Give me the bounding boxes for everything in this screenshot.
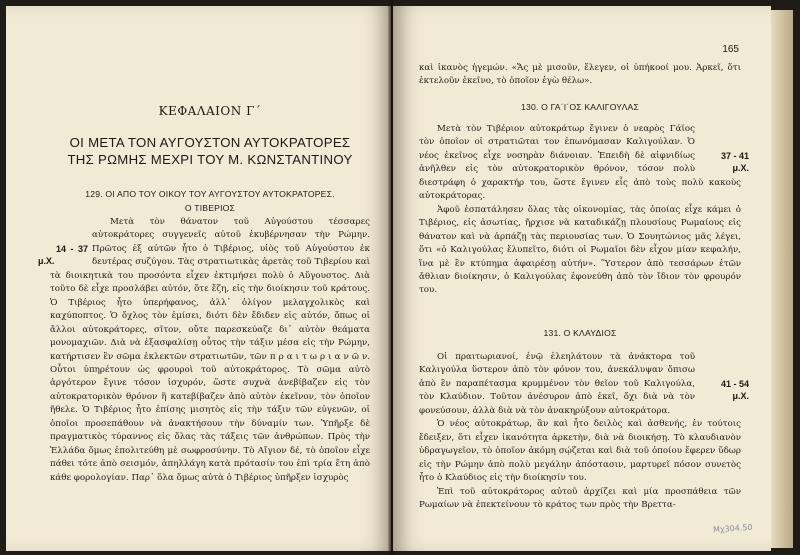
carryover-paragraph: καὶ ἱκανὸς ἡγεμών. «Ἄς μὲ μισοῦν, ἔλεγεν, οἱ ὑπήκοοί μου. Ἀρκεῖ, ὅτι ἐκτελοῦν ἐκεῖνο, τὸ ὁποῖον ἐγὼ θέλω».	[419, 63, 741, 87]
section-129-heading	[50, 189, 370, 213]
page-number: 165	[722, 44, 739, 55]
section-130-paragraph-2: Ἀφοῦ ἐσπατάλησεν ὅλας τὰς οἰκονομίας, τὰς ὁποίας εἶχε κάμει ὁ Τιβέριος, εἰς ἀσωτίας, ἤρχισε νὰ καταδικάζῃ πλουσίους Ρωμαίους εἰς θάνατον καὶ νὰ ἁρπάζῃ τὰς περιουσίας των. Ὁ Σουητώνιος μᾶς λέγει, ὅτι «ὁ Καλιγούλας ἔλυπεῖτο, διότι οἱ Ρωμαῖοι δὲν εἶχον μίαν κεφαλήν, ἵνα μὲ ἓν κτύπημα ἀφαιρέσῃ αὐτήν». Ὕστερον ἀπὸ τεσσάρων ἐτῶν ἄθλιαν διοίκησιν, ὁ Καλιγούλας ἐφονεύθη ἀπὸ τὸν ἴδιον τὸν φρουρόν του.	[419, 204, 741, 296]
library-stamp: Μχ304.50	[713, 522, 754, 535]
section-129-text: Μετὰ τὸν θάνατον τοῦ Αὐγούστου τέσσαρες αὐτοκράτορες συγγενεῖς αὐτοῦ ἐκυβέρνησαν τὴν Ρώμην. Πρῶτος ἐξ αὐτῶν ἦτο ὁ Τιβέριος, υἱὸς τοῦ Αὐγούστου ἐκ δευτέρας συζύγου. Τὰς στρατιωτικὰς ἀρετὰς τοῦ Τιβερίου καὶ τὰ διοικητικὰ του προσόντα εἶχεν ἐκτιμήσει πολὺ ὁ Αὔγουστος. Διὰ τοῦτο δὲ εἶχε προσλάβει αὐτόν, ὅτε ἔζη, εἰς τὴν διοίκησιν τοῦ κράτους. Ὁ Τιβέριος ἦτο ὑπερήφανος, ἀλλ᾿ ὀλίγον μελαγχολικὸς καὶ καχύποπτος. Ὁ ὄχλος τὸν ἐμίσει, διότι δὲν ἔδιδεν εἰς αὐτόν, ὅπως οἱ ἄλλοι αὐτοκράτορες, σῖτον, οὔτε παρεσκεύαζε δι᾿ αὐτὸν θεάματα μονομαχιῶν. Διὰ νὰ ἐξασφαλίσῃ οὗτος τὴν τάξιν μέσα εἰς τὴν Ρώμην, κατήρτισεν ἓν σῶμα ἐκλεκτῶν στρατιωτῶν, τῶν π ρ α ι τ ω ρ ι α ν ῶ ν. Οὗτοι ὑπηρέτουν ὡς φρουροὶ τοῦ αὐτοκράτορος. Τὸ σῶμα αὐτὸ ἀργότερον ἔγινε τόσον ἰσχυρόν, ὥστε συχνὰ ἀνεβίβαζεν εἰς τὸν αὐτοκρατορικὸν θρόνον ἢ κατεβίβαζεν ἀπὸ αὐτὸν ἐκεῖνον, τὸν ὁποῖον ἤθελε. Ὁ Τιβέριος ἦτο ἐπίσης μισητὸς εἰς τὴν τάξιν τῶν εὐγενῶν, οἱ ὁποῖοι προσεπάθουν νὰ ἀνακτήσουν τὴν δύναμίν των. Ὑπῆρξε δὲ πραγματικὸς τύραννος εἰς ὅλας τὰς τάξεις τῶν ἀνθρώπων. Πρὸς τὴν Ἑλλάδα ὅμως ἐπολιτεύθη μὲ σωφροσύνην. Τὸ Αἴγιον δέ, τὸ ὁποῖον εἶχε πάθει τότε ἀπὸ σεισμόν, ἀπηλλάγη κατὰ πρότασίν του ἐπὶ τρία ἔτη ἀπὸ κάθε φορολογίαν. Παρ᾿ ὅλα ὅμως αὐτὰ ὁ Τιβέριος ὑπῆρξεν ἰσχυρὸς	[50, 217, 370, 483]
chapter-title-line-1: ΟΙ ΜΕΤΑ ΤΟΝ ΑΥΓΟΥΣΤΟΝ ΑΥΤΟΚΡΑΤΟΡΕΣ	[69, 135, 351, 150]
margin-date-131: 41 - 54 μ.Χ.	[720, 379, 749, 401]
section-131-heading: 131. Ο ΚΛΑΥΔΙΟΣ	[543, 328, 617, 338]
section-131-paragraph-3: Ἐπὶ τοῦ αὐτοκράτορος αὐτοῦ ἀρχίζει καὶ μία προσπάθεια τῶν Ρωμαίων νὰ ἐπεκτείνουν τὸ κράτος των πρὸς τὴν Βρεττα-	[419, 486, 741, 510]
section-129-paragraph	[38, 216, 370, 485]
section-131-paragraph-1	[419, 351, 749, 418]
section-130-body	[419, 123, 749, 298]
page-edges	[771, 10, 793, 548]
section-131-body	[419, 351, 749, 512]
section-130-text-1: Μετὰ τὸν Τιβέριον αὐτοκράτωρ ἔγινεν ὁ νεαρὸς Γάϊος τὸν ὁποῖον οἱ στρατιῶται τον ἐπωνόμασαν Καλιγούλαν. Ὁ νέος ἐκεῖνος εἶχε νοσηρὰν διάνοιαν. Ἐπειδὴ δὲ αἰφνιδίως ἀνῆλθεν εἰς τὸν αὐτοκρατορικὸν θρόνον, τόσον πολὺ διεστράφη ὁ χαρακτήρ του, ὥστε ἔγινεν εἷς ἀπὸ τοὺς πολὺ κακοὺς αὐτοκράτορας.	[419, 124, 741, 202]
chapter-title	[50, 134, 370, 168]
chapter-heading: ΚΕΦΑΛΑΙΟΝ Γ΄	[158, 104, 262, 118]
margin-date-129: 14 - 37 μ.Χ.	[38, 244, 88, 266]
left-page	[6, 6, 391, 551]
right-page	[393, 6, 771, 551]
section-131-paragraph-2: Ὁ νέος αὐτοκράτωρ, ἂν καὶ ἦτο δειλὸς καὶ ἀσθενής, ἐν τούτοις ἔδειξεν, ὅτι εἶχεν ἱκανότητα ἀρκετὴν, διὰ νὰ διοικήσῃ. Τὸ κλαυδιανὸν ὑδραγωγεῖον, τὸ ὁποῖον ἀκόμη σῴζεται καὶ διὰ τοῦ ὁποίου ἔφερεν ὕδωρ εἰς τὴν Ρώμην ἀπὸ πολὺ μεγάλην ἀπόστασιν, μαρτυρεῖ πόσον συνετὸς ἦτο ὁ Κλαύδιος εἰς τὴν διοίκησίν του.	[419, 419, 741, 484]
section-131-text-1: Οἱ πραιτωριανοί, ἐνῷ ἐλεηλάτουν τὰ ἀνάκτορα τοῦ Καλιγούλα ὕστερον ἀπὸ τὸν φόνον του, ἀνεκάλυψαν ὄπισω ἀπὸ ἓν παραπέτασμα κρυμμένον τὸν θεῖον τοῦ Καλιγούλα, τὸν Κλαύδιον. Τοῦτον ἀνέσυρον ἀπὸ ἐκεῖ, ὄχι διὰ νὰ τὸν φονεύσουν, ἀλλὰ διὰ νὰ τὸν ἀνακηρύξουν αὐτοκράτορα.	[419, 352, 695, 416]
section-129-line-2: Ο ΤΙΒΕΡΙΟΣ	[184, 203, 236, 213]
section-129-line-1: 129. ΟΙ ΑΠΟ ΤΟΥ ΟΙΚΟΥ ΤΟΥ ΑΥΓΟΥΣΤΟΥ ΑΥΤΟΚΡΑΤΟΡΕΣ.	[85, 189, 335, 199]
margin-date-130: 37 - 41 μ.Χ.	[720, 151, 749, 173]
carryover-text	[419, 62, 741, 89]
section-130-paragraph-1	[419, 123, 749, 204]
chapter-title-line-2: ΤΗΣ ΡΩΜΗΣ ΜΕΧΡΙ ΤΟΥ Μ. ΚΩΝΣΤΑΝΤΙΝΟΥ	[67, 152, 353, 167]
section-130-heading: 130. Ο ΓΑ΄Ι΄ΟΣ ΚΑΛΙΓΟΥΛΑΣ	[521, 102, 639, 112]
section-129-body	[38, 216, 370, 485]
